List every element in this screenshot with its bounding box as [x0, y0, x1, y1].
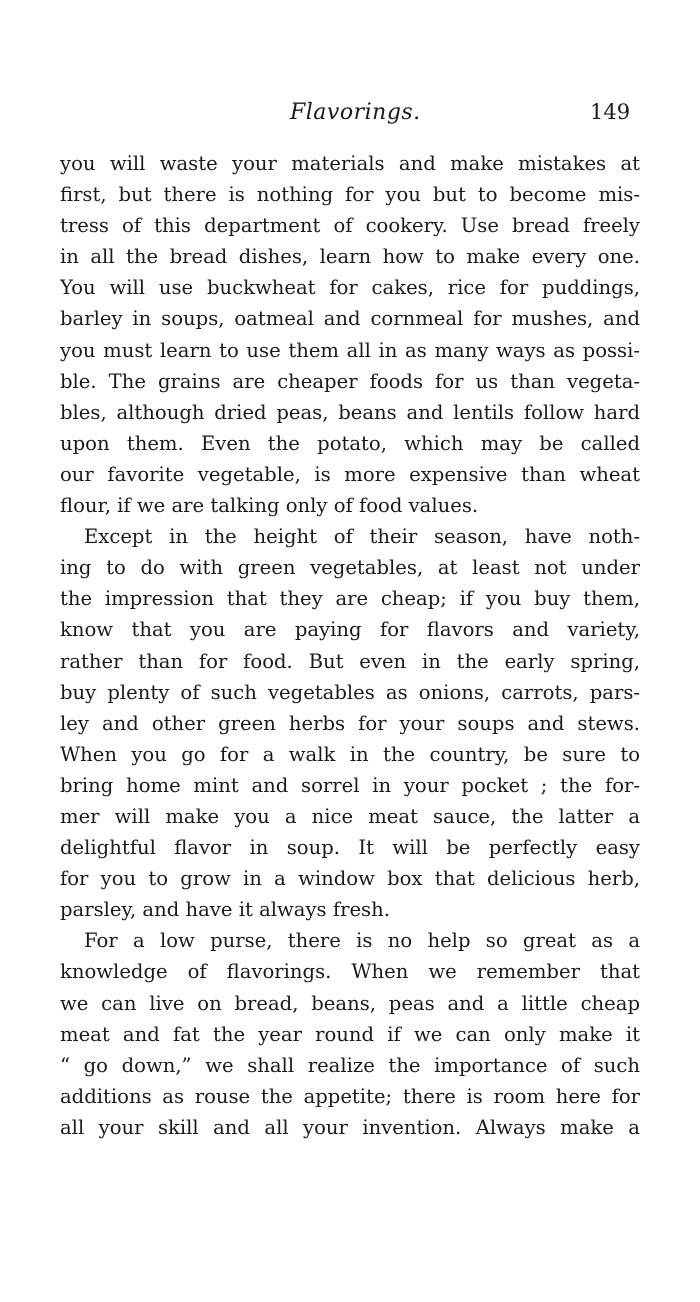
paragraph — [60, 148, 640, 521]
paragraph — [60, 521, 640, 925]
page-number: 149 — [590, 100, 631, 124]
text-line: rather than for food. But even in the early spring, — [60, 649, 640, 673]
text-line: “ go down,” we shall realize the importance of such — [60, 1053, 640, 1077]
text-line: bring home mint and sorrel in your pocket ; the for- — [60, 773, 640, 797]
text-line: the impression that they are cheap; if you buy them, — [60, 587, 640, 611]
text-line: delightful flavor in soup. It will be perfectly easy — [60, 836, 640, 860]
text-line: bles, although dried peas, beans and lentils follow hard — [60, 400, 640, 424]
text-line: Except in the height of their season, have noth- — [84, 525, 640, 549]
text-line: additions as rouse the appetite; there is room here for — [60, 1084, 640, 1108]
text-line: ing to do with green vegetables, at least not under — [60, 556, 640, 580]
text-line: knowledge of flavorings. When we remember that — [60, 960, 640, 984]
text-line: buy plenty of such vegetables as onions, carrots, pars- — [60, 680, 640, 704]
text-line: you will waste your materials and make mistakes at — [60, 152, 640, 175]
text-line: in all the bread dishes, learn how to make every one. — [60, 245, 640, 269]
text-line: When you go for a walk in the country, be sure to — [60, 742, 640, 766]
text-line: meat and fat the year round if we can only make it — [60, 1022, 640, 1046]
text-line: upon them. Even the potato, which may be called — [60, 431, 640, 455]
paragraph — [60, 925, 640, 1143]
running-title: Flavorings. — [290, 100, 421, 125]
text-line: know that you are paying for flavors and variety, — [60, 618, 640, 642]
text-line: barley in soups, oatmeal and cornmeal for mushes, and — [60, 307, 640, 331]
text-line: all your skill and all your invention. Always make a — [60, 1115, 640, 1139]
text-line: our favorite vegetable, is more expensive than wheat — [60, 462, 640, 486]
text-line: for you to grow in a window box that delicious herb, — [60, 867, 640, 891]
text-line: You will use buckwheat for cakes, rice for puddings, — [60, 276, 640, 300]
text-line: parsley, and have it always fresh. — [60, 898, 390, 922]
text-line: For a low purse, there is no help so great as a — [84, 929, 640, 953]
text-line: you must learn to use them all in as many ways as possi- — [60, 338, 640, 362]
text-line: ley and other green herbs for your soups and stews. — [60, 711, 640, 735]
text-line: first, but there is nothing for you but to become mis- — [60, 183, 640, 207]
body-text — [60, 148, 640, 1143]
text-line: mer will make you a nice meat sauce, the latter a — [60, 804, 640, 828]
text-line: ble. The grains are cheaper foods for us than vegeta- — [60, 369, 640, 393]
text-line: flour, if we are talking only of food values. — [60, 494, 479, 518]
running-head — [0, 100, 700, 134]
text-line: tress of this department of cookery. Use bread freely — [60, 214, 640, 238]
text-line: we can live on bread, beans, peas and a little cheap — [60, 991, 640, 1015]
